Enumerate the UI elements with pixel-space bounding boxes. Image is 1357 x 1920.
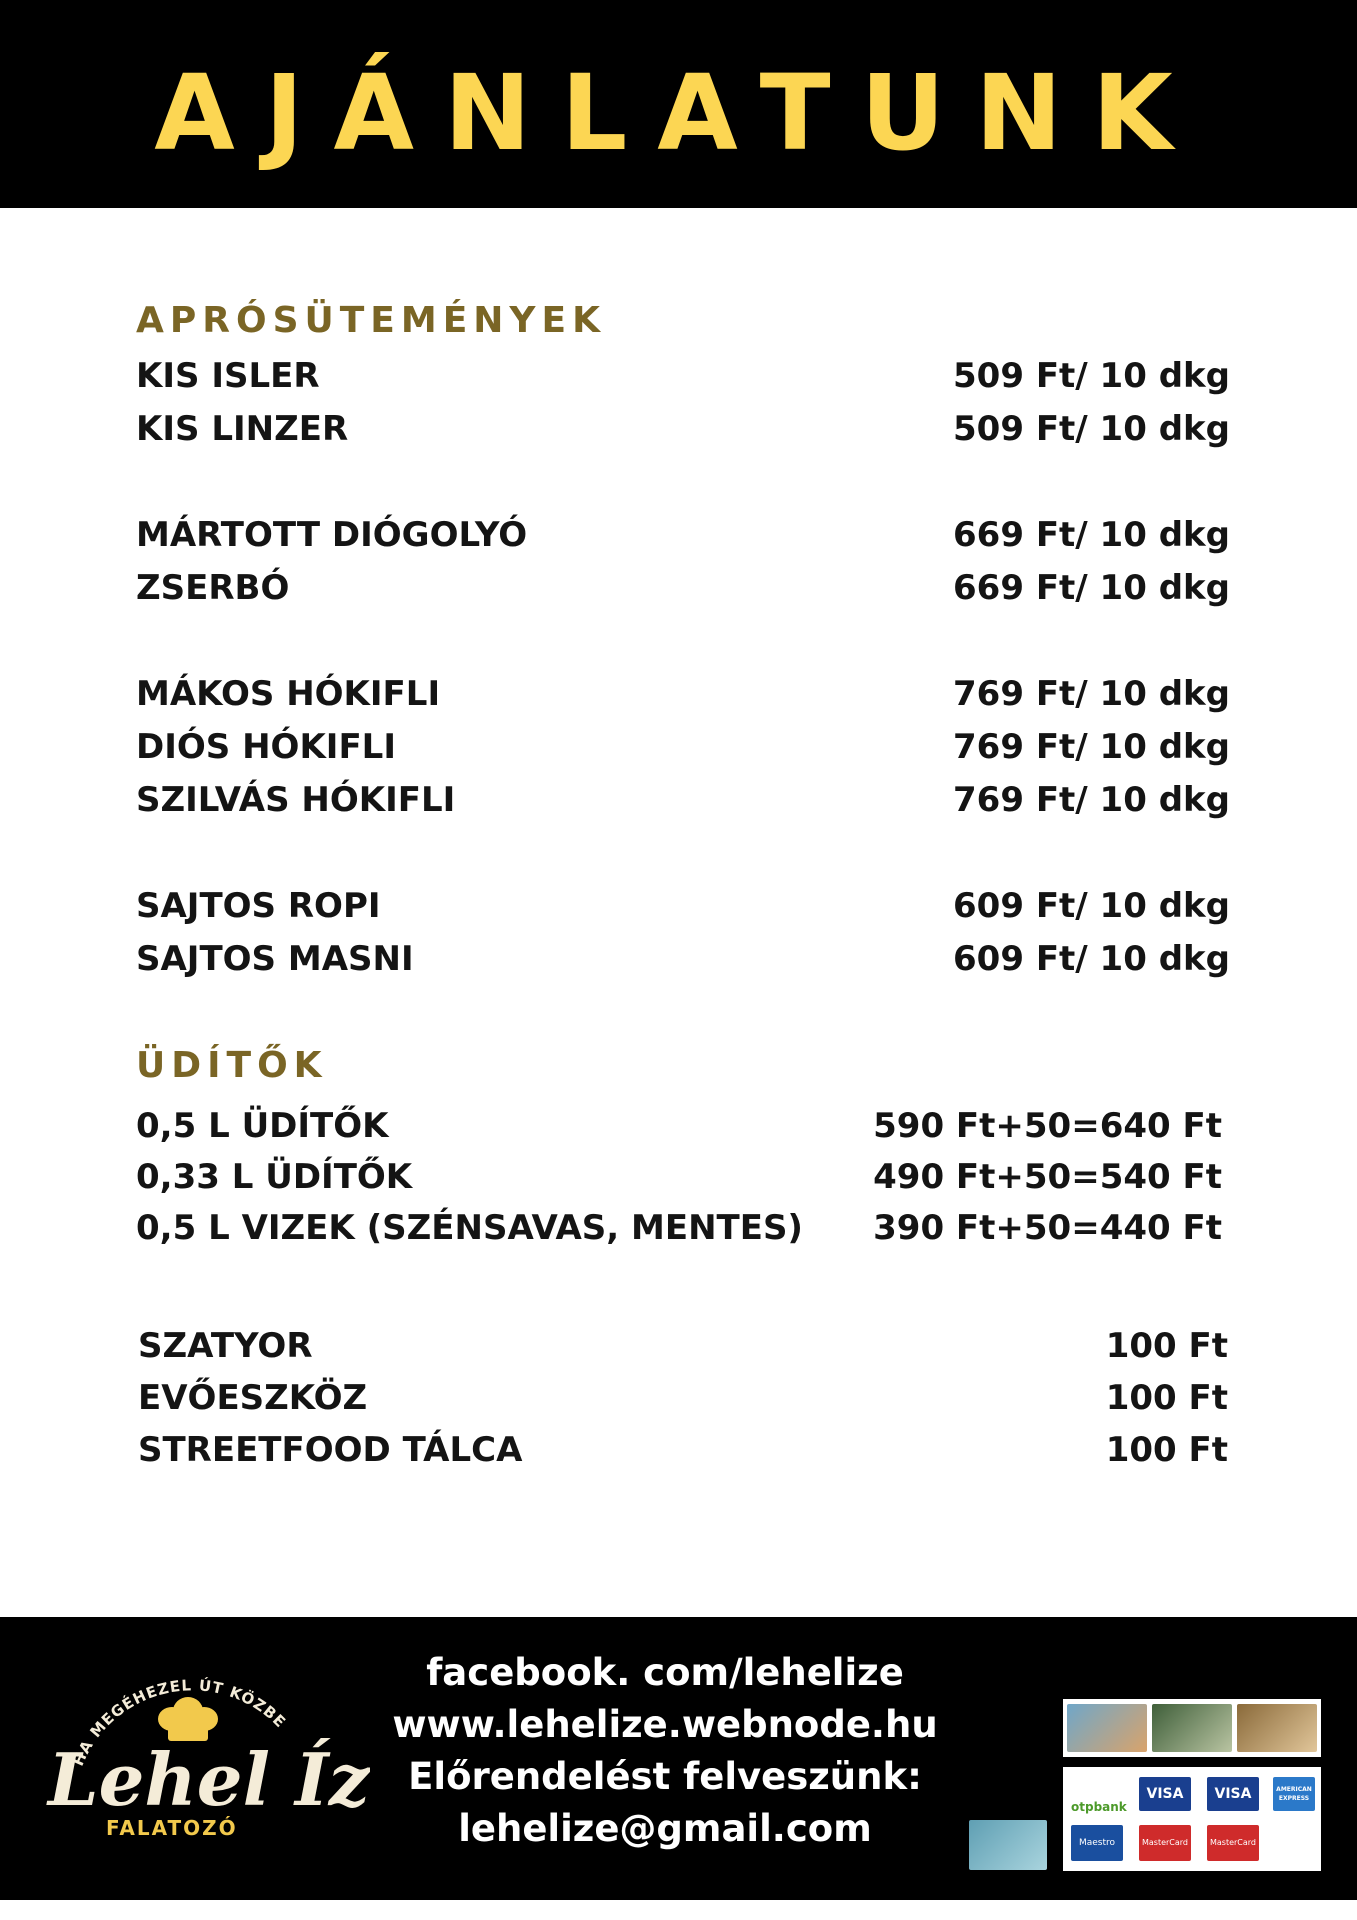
menu-item: [138, 1374, 1228, 1422]
facebook-link[interactable]: facebook. com/lehelize: [426, 1651, 904, 1694]
item-name: KIS LINZER: [136, 409, 349, 449]
menu-item: [136, 511, 1230, 559]
amex-icon: AMERICAN EXPRESS: [1273, 1777, 1315, 1811]
page-footer: [0, 1617, 1357, 1900]
item-price: 769 Ft/ 10 dkg: [953, 674, 1230, 714]
preorder-text: Előrendelést felveszünk:: [408, 1755, 922, 1798]
item-name: KIS ISLER: [136, 356, 320, 396]
logo-arc-text: HA MEGÉHEZEL ÚT KÖZBE: [68, 1676, 290, 1769]
item-price: 769 Ft/ 10 dkg: [953, 780, 1230, 820]
bank-cards: [1063, 1767, 1321, 1871]
visa-icon: VISA: [1207, 1777, 1259, 1811]
menu-item: [136, 670, 1230, 718]
item-name: SZATYOR: [138, 1326, 313, 1366]
item-name: SZILVÁS HÓKIFLI: [136, 780, 456, 820]
voucher-cards: [1063, 1699, 1321, 1757]
item-name: 0,5 L VIZEK (SZÉNSAVAS, MENTES): [136, 1208, 803, 1248]
mastercard-icon: MasterCard: [1139, 1825, 1191, 1861]
menu-item: [136, 1204, 1222, 1252]
page-header: [0, 0, 1357, 208]
item-name: ZSERBÓ: [136, 568, 290, 608]
chef-hat-icon: [158, 1697, 218, 1741]
section-title-pastries: APRÓSÜTEMÉNYEK: [136, 300, 606, 341]
item-name: DIÓS HÓKIFLI: [136, 727, 396, 767]
item-price: 490 Ft+50=540 Ft: [873, 1157, 1222, 1197]
mastercard-electronic-icon: MasterCard: [1207, 1825, 1259, 1861]
item-price: 509 Ft/ 10 dkg: [953, 409, 1230, 449]
bottom-strip: [0, 1900, 1357, 1920]
menu-item: [138, 1426, 1228, 1474]
menu-item: [136, 564, 1230, 612]
voucher-card-icon: [1152, 1704, 1232, 1752]
item-name: SAJTOS ROPI: [136, 886, 381, 926]
website-link[interactable]: www.lehelize.webnode.hu: [392, 1703, 938, 1746]
logo-label-text: FALATOZÓ: [106, 1816, 238, 1840]
contact-info: [360, 1647, 970, 1855]
item-name: MÁKOS HÓKIFLI: [136, 674, 441, 714]
item-name: 0,33 L ÜDÍTŐK: [136, 1157, 413, 1197]
item-name: 0,5 L ÜDÍTŐK: [136, 1106, 389, 1146]
item-price: 769 Ft/ 10 dkg: [953, 727, 1230, 767]
item-price: 100 Ft: [1105, 1430, 1228, 1470]
item-name: MÁRTOTT DIÓGOLYÓ: [136, 515, 528, 555]
page-title: AJÁNLATUNK: [154, 52, 1203, 174]
menu-item: [136, 1102, 1222, 1150]
szep-card-icon: [969, 1820, 1047, 1870]
voucher-card-icon: [1067, 1704, 1147, 1752]
menu-item: [136, 1153, 1222, 1201]
item-price: 590 Ft+50=640 Ft: [873, 1106, 1222, 1146]
menu-item: [136, 882, 1230, 930]
brand-logo-graphic: [40, 1657, 370, 1867]
menu-item: [138, 1322, 1228, 1370]
item-price: 100 Ft: [1105, 1378, 1228, 1418]
item-price: 669 Ft/ 10 dkg: [953, 568, 1230, 608]
voucher-card-icon: [1237, 1704, 1317, 1752]
item-name: STREETFOOD TÁLCA: [138, 1430, 523, 1470]
email-link[interactable]: lehelize@gmail.com: [458, 1807, 872, 1850]
maestro-icon: Maestro: [1071, 1825, 1123, 1861]
item-price: 669 Ft/ 10 dkg: [953, 515, 1230, 555]
section-title-drinks: ÜDÍTŐK: [136, 1045, 328, 1086]
menu-item: [136, 776, 1230, 824]
menu-item: [136, 352, 1230, 400]
item-name: EVŐESZKÖZ: [138, 1378, 368, 1418]
menu-item: [136, 405, 1230, 453]
item-price: 609 Ft/ 10 dkg: [953, 886, 1230, 926]
otpbank-icon: otpbank: [1071, 1800, 1127, 1814]
item-price: 390 Ft+50=440 Ft: [873, 1208, 1222, 1248]
item-price: 509 Ft/ 10 dkg: [953, 356, 1230, 396]
logo-script-text: Lehel Íz: [48, 1737, 370, 1822]
menu-item: [136, 935, 1230, 983]
item-name: SAJTOS MASNI: [136, 939, 414, 979]
item-price: 609 Ft/ 10 dkg: [953, 939, 1230, 979]
brand-logo: [40, 1657, 370, 1867]
menu-item: [136, 723, 1230, 771]
visa-electron-icon: VISA: [1139, 1777, 1191, 1811]
item-price: 100 Ft: [1105, 1326, 1228, 1366]
